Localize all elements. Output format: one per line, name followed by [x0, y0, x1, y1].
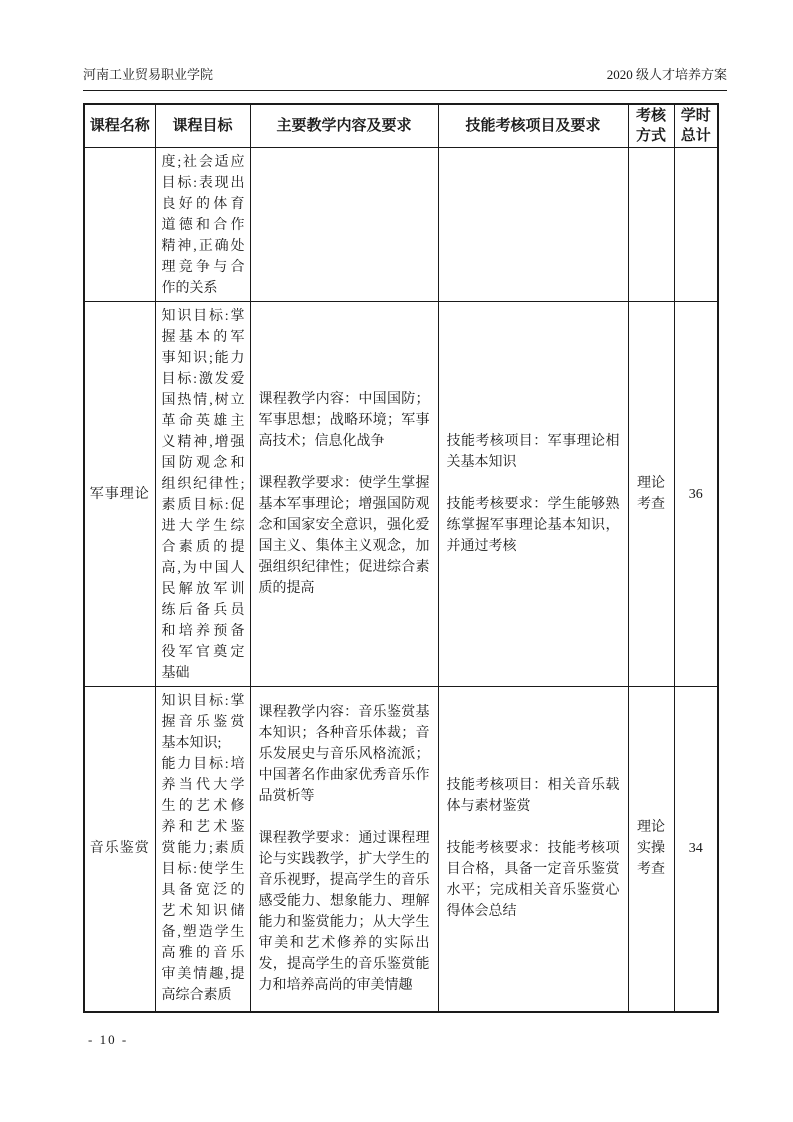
course-name-cell — [84, 148, 155, 302]
column-header-course-objectives: 课程目标 — [155, 104, 250, 148]
course-objectives-cell — [155, 687, 250, 1012]
course-objectives-cell — [155, 148, 250, 302]
assessment-paragraph: 技能考核要求：学生能够熟练掌握军事理论基本知识，并通过考核 — [446, 497, 620, 554]
course-name-cell: 军事理论 — [84, 302, 155, 687]
assessment-paragraph: 技能考核项目：军事理论相关基本知识 — [446, 434, 620, 470]
course-objectives-cell — [155, 302, 250, 687]
header-school-name: 河南工业贸易职业学院 — [83, 67, 214, 82]
course-name-cell: 音乐鉴赏 — [84, 687, 155, 1012]
page-header — [83, 66, 727, 91]
page-number: - 10 - — [88, 1032, 129, 1047]
column-header-teaching-content: 主要教学内容及要求 — [250, 104, 438, 148]
teaching-content-cell — [250, 687, 438, 1012]
total-hours-cell — [674, 148, 718, 302]
table-header-row — [84, 104, 718, 148]
column-header-total-hours: 学时总计 — [674, 104, 718, 148]
objectives-paragraph: 知识目标:掌握基本的军事知识;能力目标:激发爱国热情,树立革命英雄主义精神,增强国防观念和组织纪律性;素质目标:促进大学生综合素质的提高,为中国人民解放军训练后备兵员和培养预备役军官奠定基础 — [161, 309, 245, 681]
column-header-skill-assessment: 技能考核项目及要求 — [438, 104, 628, 148]
table-row — [84, 148, 718, 302]
column-header-assessment-method: 考核方式 — [628, 104, 674, 148]
table-row — [84, 687, 718, 1012]
objectives-paragraph: 度;社会适应目标:表现出良好的体育道德和合作精神,正确处理竞争与合作的关系 — [161, 155, 245, 296]
objectives-paragraph: 能力目标:培养当代大学生的艺术修养和艺术鉴赏能力;素质目标:使学生具备宽泛的艺术知识储备,塑造学生高雅的音乐审美情趣,提高综合素质 — [161, 757, 245, 1003]
content-paragraph: 课程教学内容：中国国防；军事思想；战略环境；军事高技术；信息化战争 — [258, 392, 430, 449]
total-hours-cell: 36 — [674, 302, 718, 687]
assessment-method-cell: 理论考查 — [628, 302, 674, 687]
skill-assessment-cell — [438, 148, 628, 302]
teaching-content-cell — [250, 148, 438, 302]
content-paragraph: 课程教学要求：使学生掌握基本军事理论；增强国防观念和国家安全意识，强化爱国主义、集体主义观念，加强组织纪律性；促进综合素质的提高 — [258, 476, 430, 596]
column-header-course-name: 课程名称 — [84, 104, 155, 148]
assessment-paragraph: 技能考核要求：技能考核项目合格，具备一定音乐鉴赏水平；完成相关音乐鉴赏心得体会总结 — [446, 841, 620, 920]
objectives-paragraph: 知识目标:掌握音乐鉴赏基本知识; — [161, 694, 245, 751]
content-paragraph: 课程教学要求：通过课程理论与实践教学，扩大学生的音乐视野，提高学生的音乐感受能力、想象能力、理解能力和鉴赏能力；从大学生审美和艺术修养的实际出发，提高学生的音乐鉴赏能力和培养高尚的审美情趣 — [258, 830, 430, 993]
header-plan-title: 2020 级人才培养方案 — [606, 67, 727, 82]
total-hours-cell: 34 — [674, 687, 718, 1012]
content-paragraph: 课程教学内容：音乐鉴赏基本知识；各种音乐体裁；音乐发展史与音乐风格流派；中国著名作曲家优秀音乐作品赏析等 — [258, 704, 430, 804]
skill-assessment-cell — [438, 302, 628, 687]
teaching-content-cell — [250, 302, 438, 687]
assessment-method-cell: 理论实操考查 — [628, 687, 674, 1012]
course-table — [83, 103, 719, 1013]
table-row — [84, 302, 718, 687]
assessment-paragraph: 技能考核项目：相关音乐载体与素材鉴赏 — [446, 778, 620, 815]
assessment-method-cell — [628, 148, 674, 302]
skill-assessment-cell — [438, 687, 628, 1012]
